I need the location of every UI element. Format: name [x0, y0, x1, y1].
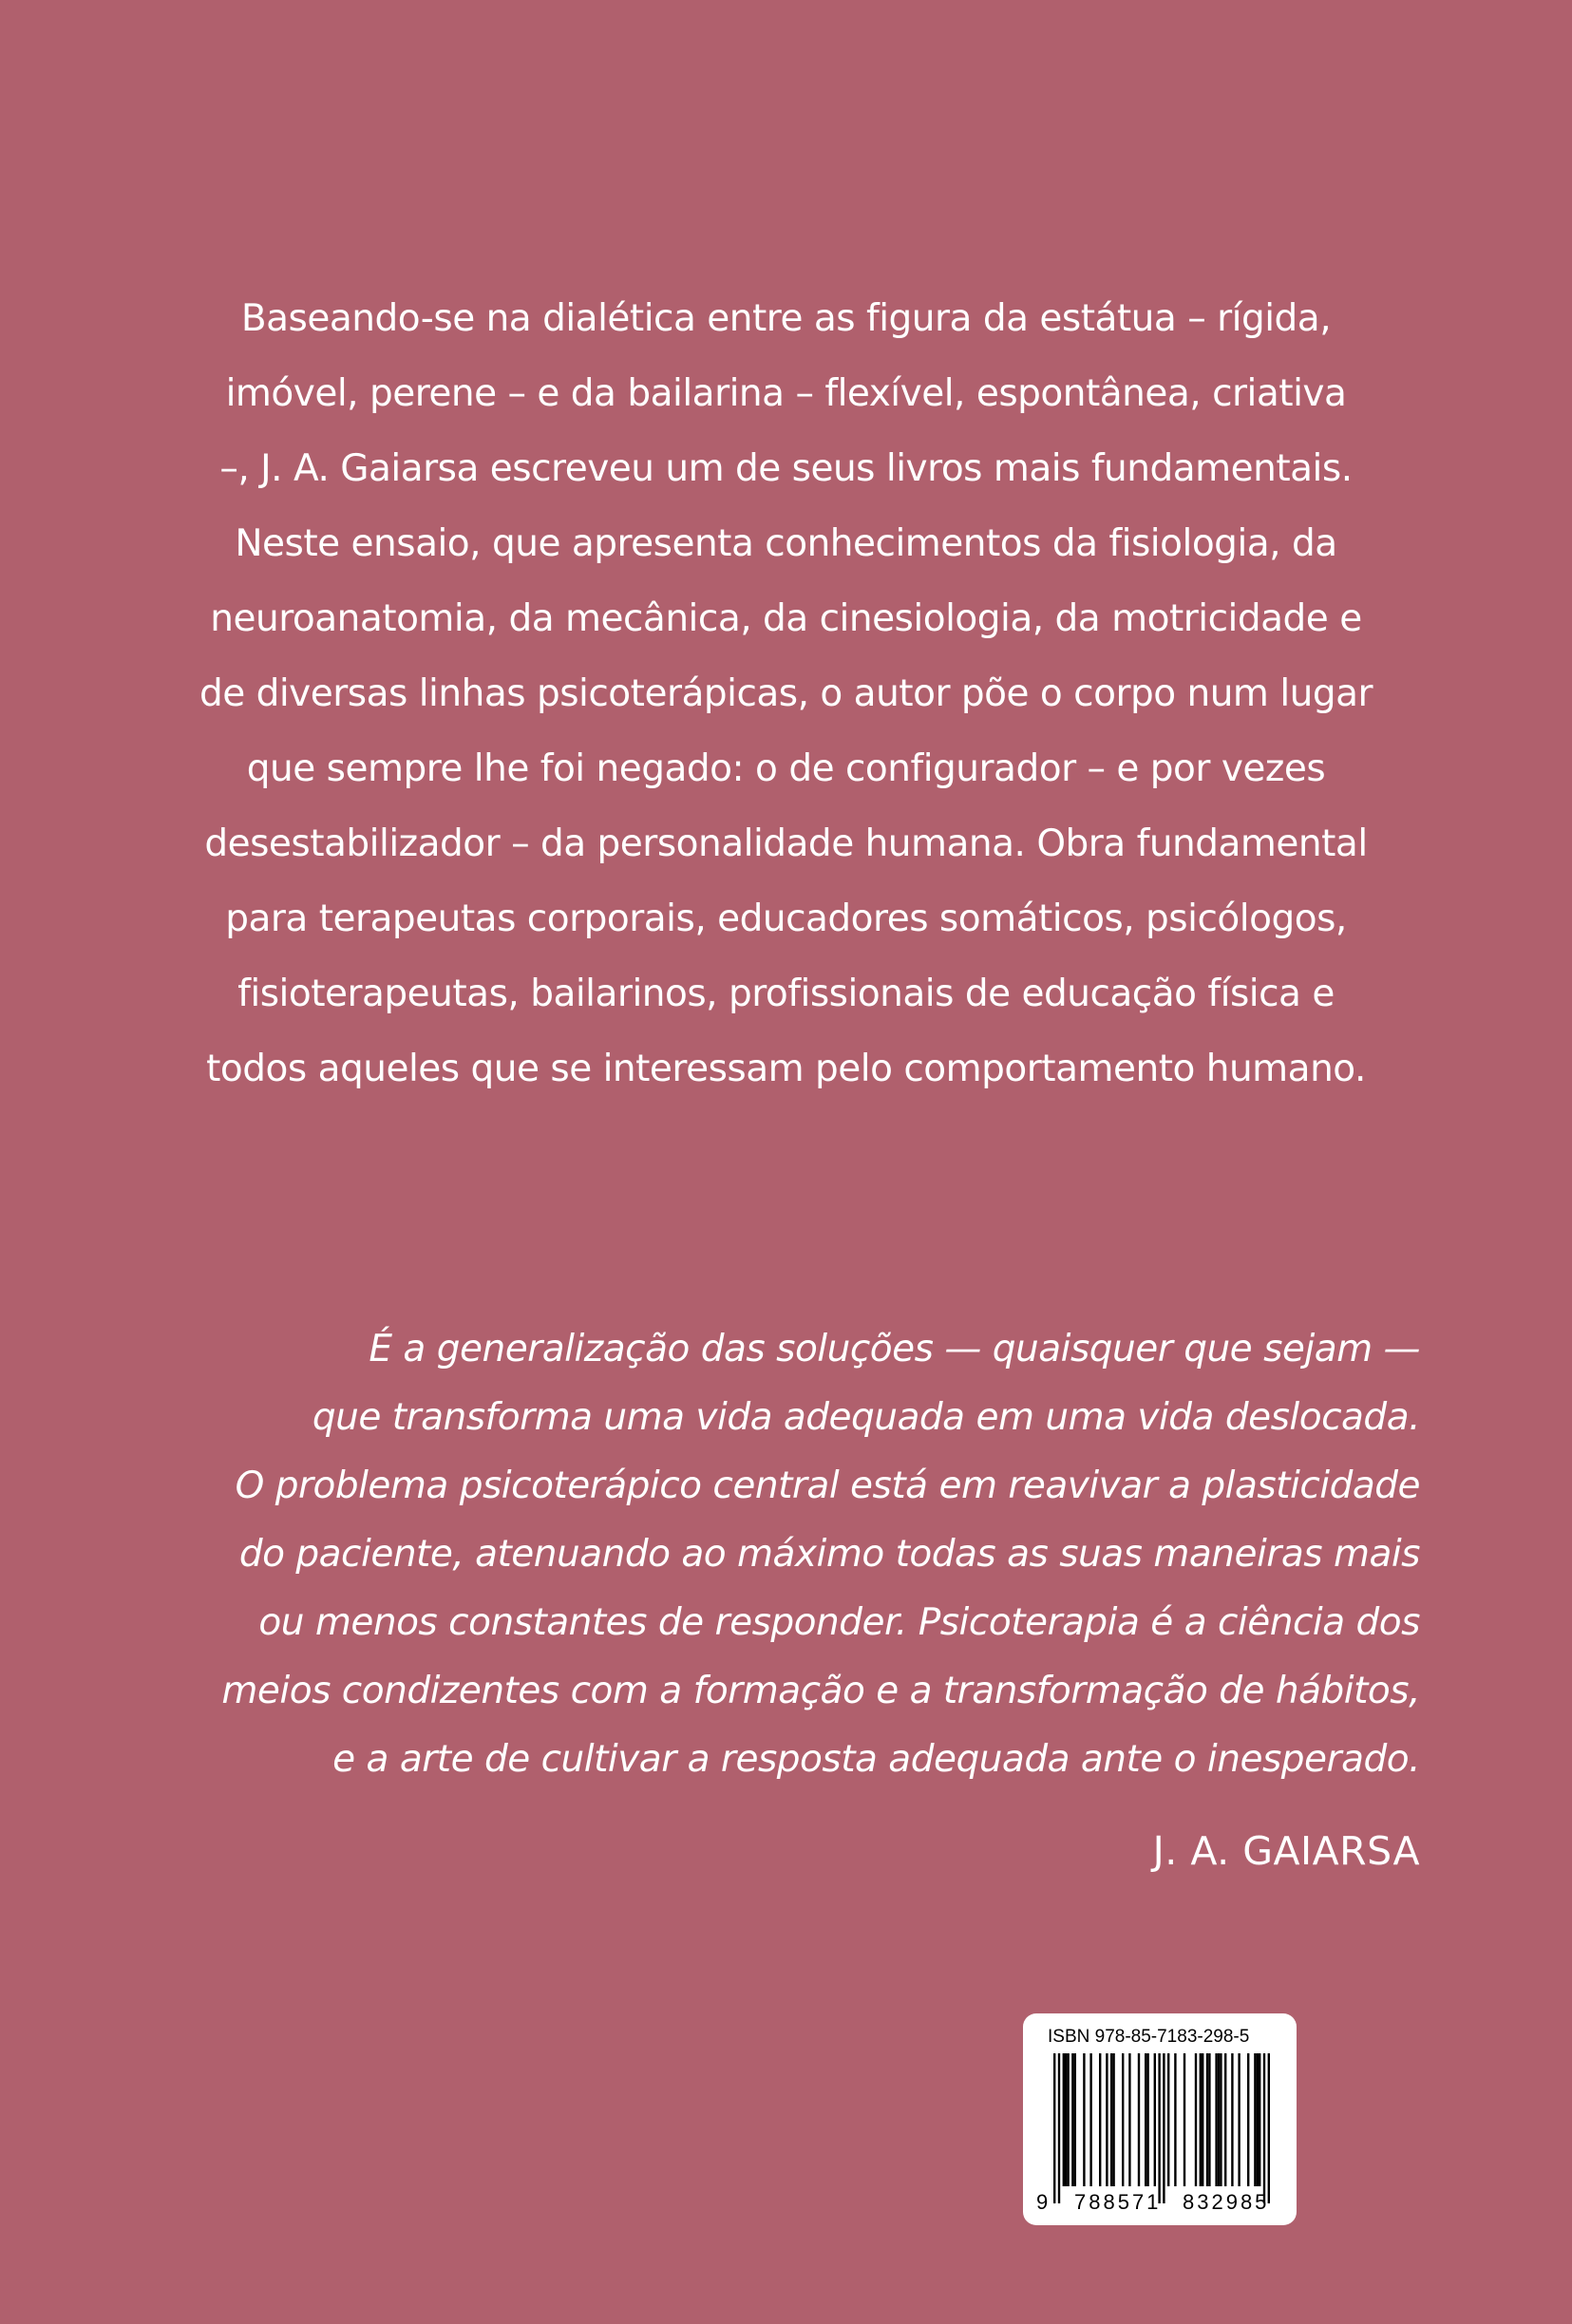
- synopsis-line: Neste ensaio, que apresenta conhecimentos da fisiologia, da: [235, 522, 1337, 565]
- quote-line: e a arte de cultivar a resposta adequada ante o inesperado.: [332, 1738, 1420, 1781]
- quote-line: que transforma uma vida adequada em uma vida deslocada.: [312, 1396, 1420, 1439]
- barcode-bar: [1200, 2053, 1202, 2186]
- barcode-bar: [1083, 2053, 1085, 2186]
- barcode-bar: [1206, 2053, 1208, 2186]
- barcode-digits-right: 832985: [1183, 2190, 1270, 2214]
- barcode-bar: [1167, 2053, 1169, 2186]
- isbn-label: ISBN 978-85-7183-298-5: [1048, 2027, 1250, 2047]
- barcode-bar: [1224, 2053, 1226, 2186]
- synopsis-line: todos aqueles que se interessam pelo comportamento humano.: [206, 1048, 1366, 1090]
- back-cover-synopsis: [142, 281, 1430, 1106]
- barcode-bar: [1146, 2053, 1148, 2186]
- synopsis-line: imóvel, perene – e da bailarina – flexível, espontânea, criativa: [225, 372, 1347, 415]
- barcode-bar: [1220, 2053, 1222, 2186]
- quote-line: meios condizentes com a formação e a transformação de hábitos,: [221, 1670, 1420, 1712]
- synopsis-line: Baseando-se na dialética entre as figura da estátua – rígida,: [240, 297, 1332, 340]
- barcode-bar: [1215, 2053, 1217, 2186]
- barcode-bar: [1247, 2053, 1249, 2186]
- quote-author: J. A. GAIARSA: [1152, 1828, 1420, 1874]
- isbn-barcode: [1023, 2013, 1297, 2225]
- barcode-bar: [1268, 2053, 1270, 2203]
- barcode-bar: [1254, 2053, 1256, 2186]
- barcode-bar: [1063, 2053, 1065, 2186]
- barcode-bar: [1263, 2053, 1265, 2203]
- barcode-bar: [1112, 2053, 1114, 2186]
- synopsis-line: de diversas linhas psicoterápicas, o autor põe o corpo num lugar: [199, 672, 1373, 715]
- barcode-bar: [1163, 2053, 1165, 2203]
- barcode-bar: [1067, 2053, 1069, 2186]
- barcode-bar: [1158, 2053, 1160, 2203]
- barcode-bar: [1106, 2053, 1108, 2186]
- quote-line: ou menos constantes de responder. Psicoterapia é a ciência dos: [258, 1601, 1420, 1644]
- synopsis-line: para terapeutas corporais, educadores somáticos, psicólogos,: [225, 897, 1347, 940]
- synopsis-line: desestabilizador – da personalidade humana. Obra fundamental: [204, 822, 1368, 865]
- barcode-bar: [1238, 2053, 1240, 2186]
- barcode-bar: [1099, 2053, 1101, 2186]
- barcode-bar: [1110, 2053, 1112, 2186]
- barcode-bar: [1074, 2053, 1076, 2186]
- barcode-bar: [1065, 2053, 1067, 2186]
- barcode-bar: [1138, 2053, 1140, 2186]
- synopsis-line: neuroanatomia, da mecânica, da cinesiologia, da motricidade e: [210, 597, 1362, 640]
- barcode-bar: [1195, 2053, 1197, 2186]
- barcode-bar: [1053, 2053, 1055, 2203]
- quote-line: O problema psicoterápico central está em reavivar a plasticidade: [235, 1464, 1420, 1507]
- barcode-digit-first: 9: [1036, 2190, 1049, 2214]
- barcode-bar: [1231, 2053, 1233, 2186]
- barcode-bar: [1259, 2053, 1260, 2186]
- barcode-bar: [1202, 2053, 1203, 2186]
- synopsis-line: –, J. A. Gaiarsa escreveu um de seus livros mais fundamentais.: [219, 447, 1353, 490]
- barcode-bar: [1071, 2053, 1073, 2186]
- barcode-digits-left: 788571: [1074, 2190, 1162, 2214]
- synopsis-line: que sempre lhe foi negado: o de configurador – e por vezes: [246, 747, 1326, 790]
- barcode-bar: [1058, 2053, 1060, 2203]
- barcode-bar: [1218, 2053, 1220, 2186]
- barcode-bar: [1122, 2053, 1124, 2186]
- quote-line: do paciente, atenuando ao máximo todas as suas maneiras mais: [238, 1533, 1420, 1576]
- barcode-bar: [1208, 2053, 1210, 2186]
- quote-line: É a generalização das soluções — quaisquer que sejam —: [369, 1328, 1420, 1370]
- author-quote: [142, 1315, 1420, 1794]
- barcode-bar: [1128, 2053, 1130, 2186]
- barcode-bar: [1089, 2053, 1091, 2186]
- barcode-bar: [1184, 2053, 1185, 2186]
- barcode-bar: [1154, 2053, 1156, 2186]
- barcode-bar: [1145, 2053, 1146, 2186]
- barcode-bar: [1257, 2053, 1259, 2186]
- synopsis-line: fisioterapeutas, bailarinos, profissionais de educação física e: [237, 973, 1335, 1015]
- barcode-bar: [1174, 2053, 1176, 2186]
